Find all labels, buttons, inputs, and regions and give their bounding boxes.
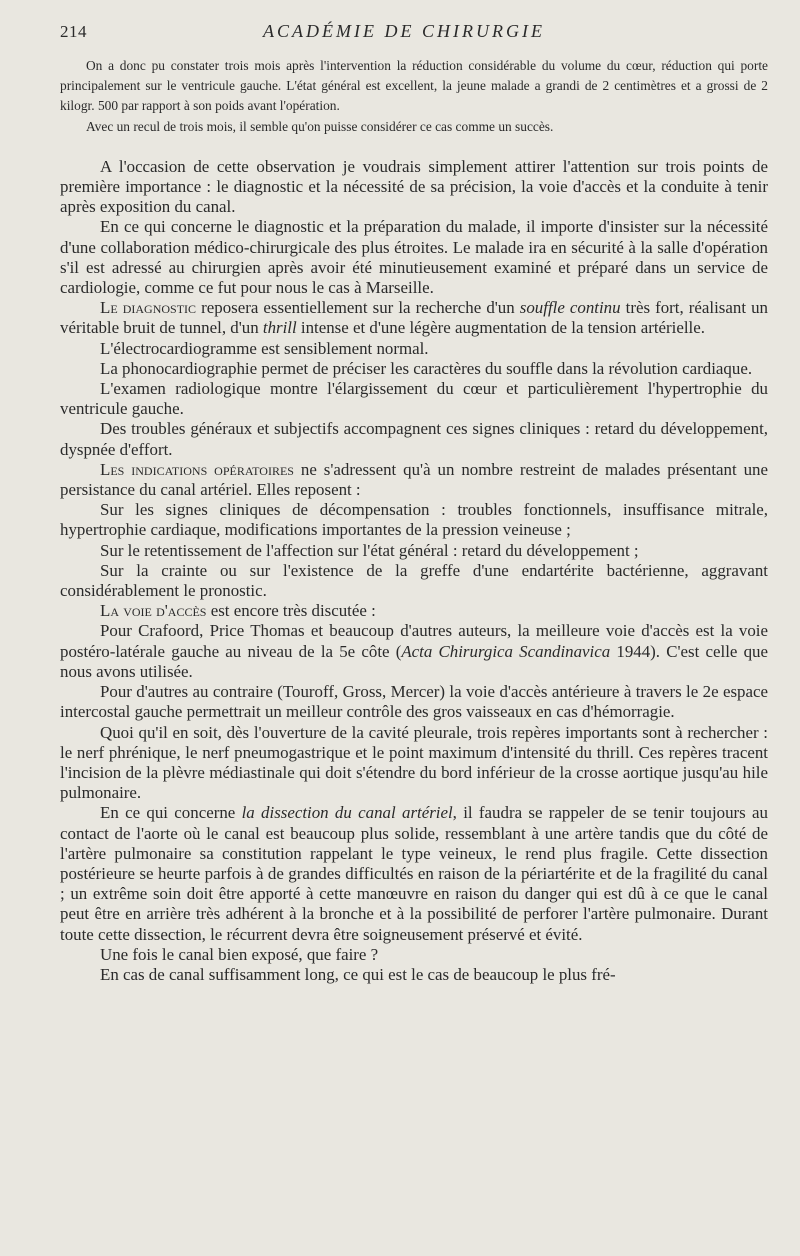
paragraph <box>60 803 768 944</box>
paragraph: L'examen radiologique montre l'élargissement du cœur et particulièrement l'hypertrophie du ventricule gauche. <box>60 379 768 419</box>
paragraph: Des troubles généraux et subjectifs accompagnent ces signes cliniques : retard du développement, dyspnée d'effort. <box>60 419 768 459</box>
paragraph: Une fois le canal bien exposé, que faire ? <box>100 944 379 964</box>
paragraph: Sur la crainte ou sur l'existence de la greffe d'une endartérite bactérienne, aggravant considérablement le pronostic. <box>60 560 768 601</box>
emphasis: thrill <box>262 318 297 338</box>
paragraph: Sur les signes cliniques de décompensation : troubles fonctionnels, insuffisance mitrale, hypertrophie cardiaque, modifications importantes de la pression veineuse ; <box>60 500 768 540</box>
paragraph: A l'occasion de cette observation je voudrais simplement attirer l'attention sur trois points de première importance : le diagnostic et la nécessité de sa précision, la voie d'accès et la conduite à tenir après exposition du canal. <box>60 156 768 217</box>
paragraph <box>60 621 768 682</box>
paragraph-text: très fort, réalisant un véritable bruit de tunnel, d'un <box>60 298 768 338</box>
emphasis: Acta Chirurgica Scandinavica <box>401 641 611 661</box>
paragraph: Quoi qu'il en soit, dès l'ouverture de la cavité pleurale, trois repères importants sont à rechercher : le nerf phrénique, le nerf pneumogastrique et le point maximum d'intensité du thrill. Ces repères tracent l'incision de la plèvre médiastinale qui doit s'étendre du bord inférieur de la crosse aortique jusqu'au hile pulmonaire. <box>60 722 768 803</box>
page-number: 214 <box>60 22 87 41</box>
paragraph-text: est encore très discutée : <box>206 601 376 621</box>
section-lead: Les indications opératoires <box>100 459 294 479</box>
section-lead: La voie d'accès <box>100 601 207 621</box>
paragraph <box>60 298 768 338</box>
paragraph: L'électrocardiogramme est sensiblement normal. <box>100 338 429 358</box>
paragraph-text: Pour Crafoord, Price Thomas et beaucoup d'autres auteurs, la meilleure voie d'accès est la voie postéro-latérale gauche au niveau de la 5e côte ( <box>60 621 768 661</box>
paragraph-text: ne s'adressent qu'à un nombre restreint de malades présentant une persistance du canal artériel. Elles reposent : <box>60 459 768 500</box>
paragraph: La phonocardiographie permet de préciser les caractères du souffle dans la révolution cardiaque. <box>100 358 753 378</box>
page-header <box>60 18 768 46</box>
intro-section <box>60 56 768 137</box>
emphasis: souffle continu <box>519 298 621 318</box>
running-title: ACADÉMIE DE CHIRURGIE <box>263 21 545 41</box>
paragraph: Pour d'autres au contraire (Touroff, Gross, Mercer) la voie d'accès antérieure à travers le 2e espace intercostal gauche permettrait un meilleur contrôle des gros vaisseaux en cas d'hémorragie. <box>60 682 768 722</box>
intro-paragraph: Avec un recul de trois mois, il semble qu'on puisse considérer ce cas comme un succès. <box>86 118 554 134</box>
paragraph: Sur le retentissement de l'affection sur l'état général : retard du développement ; <box>100 540 639 560</box>
paragraph: En cas de canal suffisamment long, ce qui est le cas de beaucoup le plus fré- <box>100 964 616 984</box>
paragraph: En ce qui concerne le diagnostic et la préparation du malade, il importe d'insister sur la nécessité d'une collaboration médico-chirurgicale des plus étroites. Le malade ira en sécurité à la salle d'opération s'il est adressé au chirurgien après avoir été minutieusement examiné et préparé dans un service de cardiologie, comme ce fut pour nous le cas à Marseille. <box>60 217 768 298</box>
paragraph-text: , il faudra se rappeler de se tenir toujours au contact de l'aorte où le canal est beaucoup plus solide, ressemblant à une artère tandis que du côté de l'artère pulmonaire sa constitution rappelant le type veineux, le rend plus fragile. Cette dissection postérieure se heurte parfois à de grandes difficultés en raison de la périartérite et de la fragilité du canal ; un extrême soin doit être apporté à cette manœuvre en raison du danger qui est dû à ce que le canal peut être en arrière très adhérent à la bronche et à la possibilité de perforer l'artère pulmonaire. Durant toute cette dissection, le récurrent devra être soigneusement préservé et évité. <box>60 803 768 944</box>
body-text <box>60 157 768 985</box>
section-lead: Le diagnostic <box>100 298 197 318</box>
paragraph-text: reposera essentiellement sur la recherche d'un <box>196 298 520 318</box>
paragraph <box>60 460 768 500</box>
paragraph <box>60 601 768 621</box>
intro-paragraph: On a donc pu constater trois mois après l'intervention la réduction considérable du volume du cœur, réduction qui porte principalement sur le ventricule gauche. L'état général est excellent, la jeune malade a grandi de 2 centimètres et a grossi de 2 kilogr. 500 par rapport à son poids avant l'opération. <box>60 58 768 114</box>
paragraph-text: intense et d'une légère augmentation de la tension artérielle. <box>296 318 705 338</box>
paragraph-text: 1944). C'est celle que nous avons utilisée. <box>60 641 768 681</box>
emphasis: la dissection du canal artériel <box>241 803 453 823</box>
paragraph-text: En ce qui concerne <box>100 803 242 823</box>
